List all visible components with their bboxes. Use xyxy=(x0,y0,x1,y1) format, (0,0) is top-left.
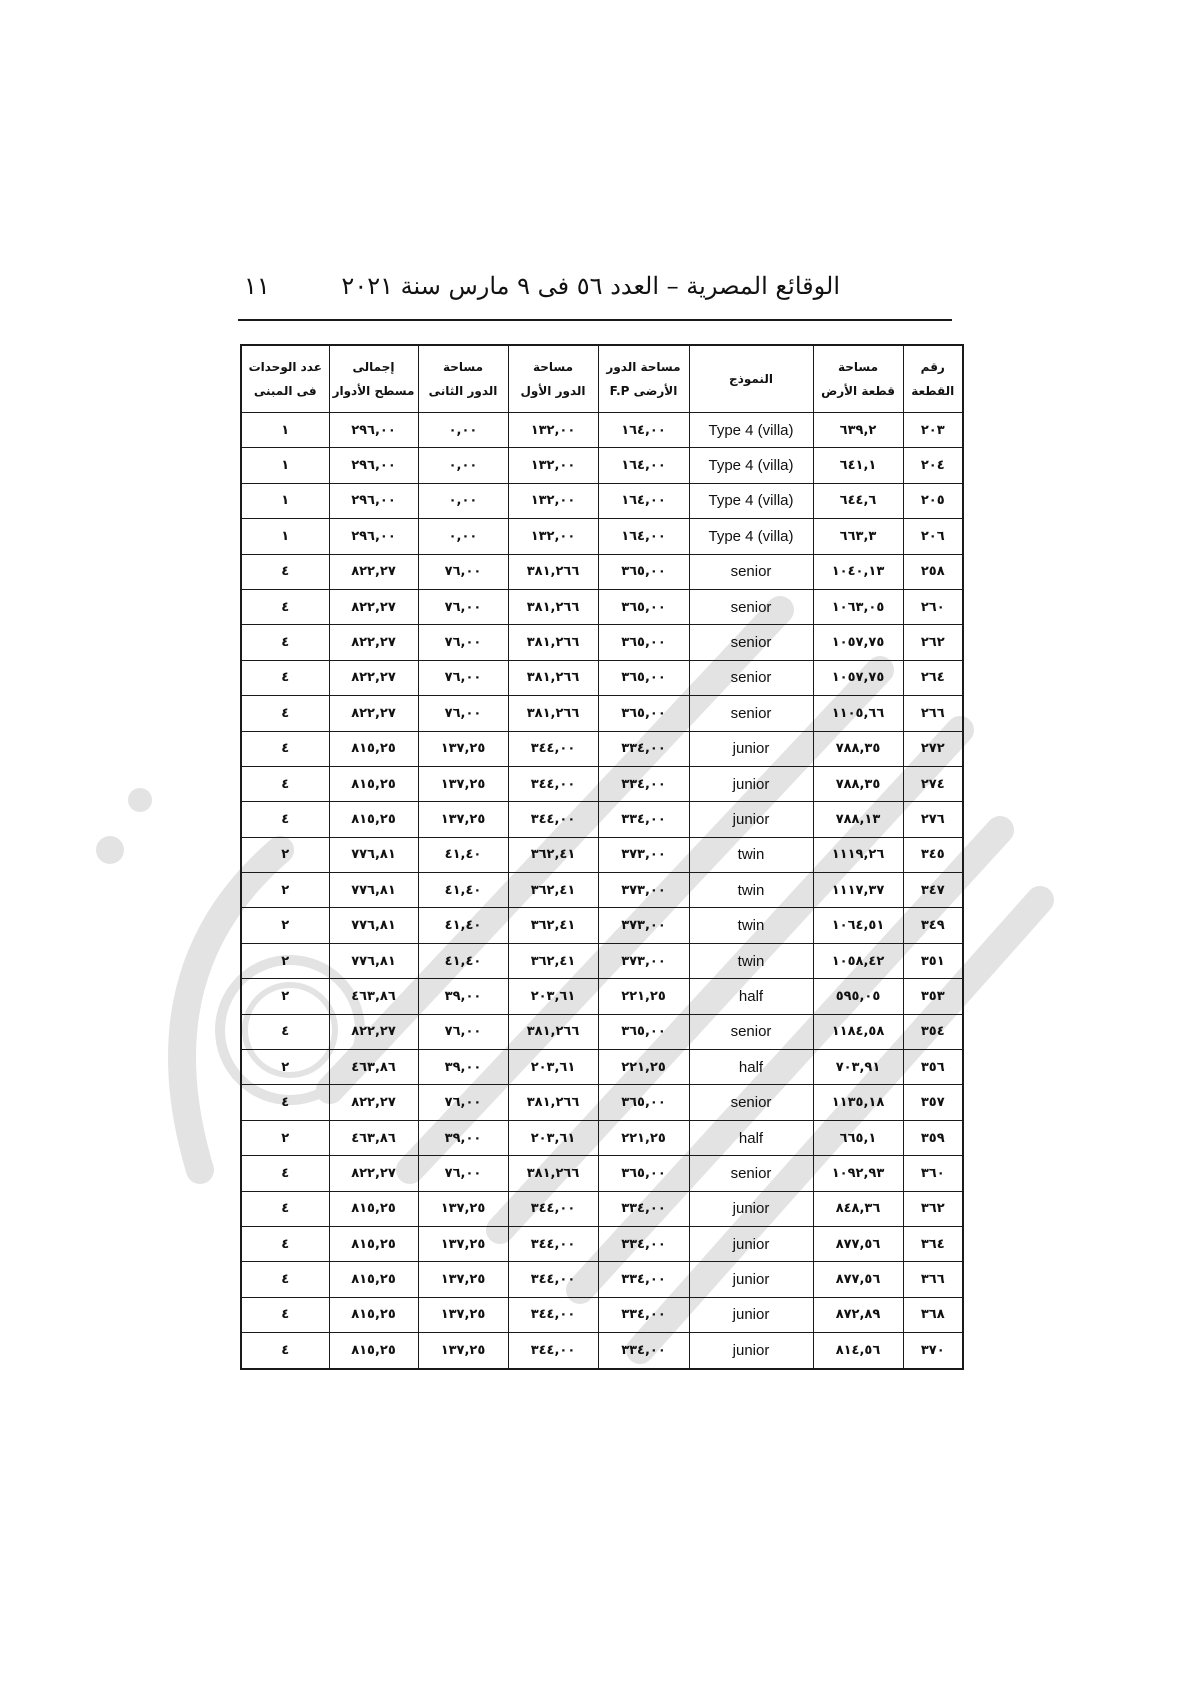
table-cell: ١٣٢,٠٠ xyxy=(508,448,598,483)
column-header xyxy=(598,345,689,413)
table-row xyxy=(241,979,963,1014)
table-cell: twin xyxy=(689,908,813,943)
table-cell: ١٣٢,٠٠ xyxy=(508,483,598,518)
table-cell: ٨١٥,٢٥ xyxy=(329,766,418,801)
table-cell: ٦٦٥,١ xyxy=(813,1120,903,1155)
table-cell: ٨٢٢,٢٧ xyxy=(329,1085,418,1120)
table-cell: ٣٣٤,٠٠ xyxy=(598,802,689,837)
table-cell: ٣٨١,٢٦٦ xyxy=(508,660,598,695)
table-cell: junior xyxy=(689,766,813,801)
table-cell: ٤١,٤٠ xyxy=(418,943,508,978)
plots-table xyxy=(240,344,964,1370)
table-cell: ١١١٩,٢٦ xyxy=(813,837,903,872)
table-cell: ٤ xyxy=(241,1156,329,1191)
table-cell: ٨٧٧,٥٦ xyxy=(813,1226,903,1261)
table-cell: twin xyxy=(689,943,813,978)
table-row xyxy=(241,1156,963,1191)
column-header-label: النموذج xyxy=(729,372,773,386)
table-cell: ٠,٠٠ xyxy=(418,483,508,518)
table-cell: ٧٧٦,٨١ xyxy=(329,837,418,872)
table-cell: ٤ xyxy=(241,660,329,695)
table-cell: ٤ xyxy=(241,802,329,837)
table-cell: ٣٨١,٢٦٦ xyxy=(508,554,598,589)
table-cell: ٧٧٦,٨١ xyxy=(329,943,418,978)
table-cell: ٢ xyxy=(241,908,329,943)
column-header-label: مساحة الدور xyxy=(606,360,681,374)
table-cell: ٨٢٢,٢٧ xyxy=(329,660,418,695)
table-row xyxy=(241,837,963,872)
table-cell: ١٣٧,٢٥ xyxy=(418,731,508,766)
table-cell: ٧٦,٠٠ xyxy=(418,589,508,624)
table-cell: ٣٥٣ xyxy=(903,979,963,1014)
table-cell: ٢٧٢ xyxy=(903,731,963,766)
table-cell: ٣٩,٠٠ xyxy=(418,979,508,1014)
table-cell: ٤٦٣,٨٦ xyxy=(329,1120,418,1155)
table-cell: ٣٣٤,٠٠ xyxy=(598,1262,689,1297)
table-cell: ٣٤٥ xyxy=(903,837,963,872)
table-cell: junior xyxy=(689,802,813,837)
table-cell: ٣٣٤,٠٠ xyxy=(598,731,689,766)
table-cell: ٣٤٤,٠٠ xyxy=(508,1297,598,1332)
table-cell: ٣٤٤,٠٠ xyxy=(508,1262,598,1297)
table-cell: ٣٣٤,٠٠ xyxy=(598,1333,689,1369)
table-body xyxy=(241,413,963,1369)
table-cell: ٧٦,٠٠ xyxy=(418,625,508,660)
table-cell: ٤ xyxy=(241,1191,329,1226)
table-cell: ٢٠٣ xyxy=(903,413,963,448)
column-header-label: عدد الوحدات xyxy=(248,360,322,374)
table-cell: ٤ xyxy=(241,625,329,660)
table-cell: ٣٣٤,٠٠ xyxy=(598,1191,689,1226)
table-cell: ٢ xyxy=(241,943,329,978)
table-cell: ٣٩,٠٠ xyxy=(418,1120,508,1155)
table-cell: ٨١٥,٢٥ xyxy=(329,1191,418,1226)
table-cell: ٨١٥,٢٥ xyxy=(329,1226,418,1261)
table-cell: ٣٨١,٢٦٦ xyxy=(508,696,598,731)
table-cell: ٢٩٦,٠٠ xyxy=(329,519,418,554)
table-cell: ١٣٧,٢٥ xyxy=(418,1191,508,1226)
table-cell: ١١١٧,٣٧ xyxy=(813,873,903,908)
table-cell: ٢٠٥ xyxy=(903,483,963,518)
table-cell: ٨٧٧,٥٦ xyxy=(813,1262,903,1297)
table-row xyxy=(241,1297,963,1332)
table-cell: ٢ xyxy=(241,873,329,908)
column-header-label: مساحة xyxy=(532,360,574,374)
table-row xyxy=(241,943,963,978)
table-row xyxy=(241,1333,963,1369)
table-cell: ١٣٧,٢٥ xyxy=(418,1297,508,1332)
column-header-label: مساحة xyxy=(837,360,879,374)
column-header-label: الدور الأول xyxy=(520,384,586,398)
table-cell: ٣٤٤,٠٠ xyxy=(508,1191,598,1226)
table-cell: ٣٦٥,٠٠ xyxy=(598,1014,689,1049)
table-cell: ٤ xyxy=(241,589,329,624)
table-cell: senior xyxy=(689,554,813,589)
table-cell: ٢٠٦ xyxy=(903,519,963,554)
table-cell: junior xyxy=(689,731,813,766)
column-header-label: مسطح الأدوار xyxy=(332,384,415,398)
header-row xyxy=(241,345,963,413)
table-cell: ١٦٤,٠٠ xyxy=(598,483,689,518)
table-cell: ٨١٥,٢٥ xyxy=(329,802,418,837)
table-cell: ٨١٥,٢٥ xyxy=(329,731,418,766)
table-cell: ٣٦٢,٤١ xyxy=(508,908,598,943)
table-cell: ٦٤١,١ xyxy=(813,448,903,483)
table-cell: ٤ xyxy=(241,1262,329,1297)
table-cell: senior xyxy=(689,625,813,660)
table-cell: ٢٠٣,٦١ xyxy=(508,979,598,1014)
table-row xyxy=(241,1085,963,1120)
table-cell: ٤٦٣,٨٦ xyxy=(329,979,418,1014)
table-cell: ٢٧٤ xyxy=(903,766,963,801)
table-cell: ١٠٩٢,٩٣ xyxy=(813,1156,903,1191)
table-cell: ٢٧٦ xyxy=(903,802,963,837)
table-cell: ٤ xyxy=(241,1297,329,1332)
table-cell: ٢٦٤ xyxy=(903,660,963,695)
table-cell: ٧٨٨,٣٥ xyxy=(813,766,903,801)
table-cell: ٢٥٨ xyxy=(903,554,963,589)
table-cell: ٣٦٨ xyxy=(903,1297,963,1332)
table-cell: ٤ xyxy=(241,1226,329,1261)
table-cell: ٣٤٩ xyxy=(903,908,963,943)
table-cell: ١٠٥٨,٤٢ xyxy=(813,943,903,978)
table-cell: ٨٢٢,٢٧ xyxy=(329,696,418,731)
table-cell: ٣٦٥,٠٠ xyxy=(598,1156,689,1191)
page-header xyxy=(238,270,952,312)
table-cell: ٣٨١,٢٦٦ xyxy=(508,1085,598,1120)
table-cell: Type 4 (villa) xyxy=(689,448,813,483)
table-cell: ٣٦٢ xyxy=(903,1191,963,1226)
table-cell: ٧٨٨,٣٥ xyxy=(813,731,903,766)
table-cell: junior xyxy=(689,1297,813,1332)
table-cell: ١٠٥٧,٧٥ xyxy=(813,660,903,695)
table-cell: ٢٠٤ xyxy=(903,448,963,483)
table-cell: ٧٧٦,٨١ xyxy=(329,908,418,943)
table-cell: ٧٦,٠٠ xyxy=(418,1156,508,1191)
table-cell: junior xyxy=(689,1333,813,1369)
table-cell: ٠,٠٠ xyxy=(418,448,508,483)
table-row xyxy=(241,873,963,908)
column-header-label: القطعة xyxy=(911,384,955,398)
table-cell: ١٣٧,٢٥ xyxy=(418,1333,508,1369)
column-header-label: قطعة الأرض xyxy=(821,384,895,398)
table-cell: ٦٤٤,٦ xyxy=(813,483,903,518)
table-cell: junior xyxy=(689,1262,813,1297)
table-cell: ٧٧٦,٨١ xyxy=(329,873,418,908)
column-header xyxy=(689,345,813,413)
table-row xyxy=(241,1191,963,1226)
table-cell: ٣٩,٠٠ xyxy=(418,1050,508,1085)
table-cell: ١١٣٥,١٨ xyxy=(813,1085,903,1120)
table-cell: senior xyxy=(689,1085,813,1120)
table-row xyxy=(241,554,963,589)
table-cell: ٤١,٤٠ xyxy=(418,873,508,908)
table-cell: ١٦٤,٠٠ xyxy=(598,448,689,483)
table-cell: ٣٧٣,٠٠ xyxy=(598,943,689,978)
column-header xyxy=(508,345,598,413)
table-row xyxy=(241,802,963,837)
column-header xyxy=(813,345,903,413)
table-row xyxy=(241,766,963,801)
table-row xyxy=(241,908,963,943)
table-cell: ٧٨٨,١٣ xyxy=(813,802,903,837)
table-cell: ٣٦٢,٤١ xyxy=(508,837,598,872)
table-cell: ٢٢١,٢٥ xyxy=(598,1120,689,1155)
table-cell: ١٠٤٠,١٣ xyxy=(813,554,903,589)
table-cell: ٣٣٤,٠٠ xyxy=(598,1226,689,1261)
table-cell: ٢ xyxy=(241,837,329,872)
table-row xyxy=(241,1120,963,1155)
table-cell: ٢٦٠ xyxy=(903,589,963,624)
table-cell: ٣٦٥,٠٠ xyxy=(598,554,689,589)
table-cell: ٣٦٦ xyxy=(903,1262,963,1297)
column-header xyxy=(903,345,963,413)
table-row xyxy=(241,1226,963,1261)
table-cell: ٣٦٢,٤١ xyxy=(508,943,598,978)
table-cell: ٢٢١,٢٥ xyxy=(598,1050,689,1085)
table-cell: ٣٨١,٢٦٦ xyxy=(508,1156,598,1191)
table-cell: ٣٥١ xyxy=(903,943,963,978)
table-cell: ٣٦٢,٤١ xyxy=(508,873,598,908)
column-header xyxy=(418,345,508,413)
table-cell: ٣٥٤ xyxy=(903,1014,963,1049)
table-header xyxy=(241,345,963,413)
table-row xyxy=(241,625,963,660)
table-row xyxy=(241,589,963,624)
table-cell: ٢٦٢ xyxy=(903,625,963,660)
table-cell: junior xyxy=(689,1226,813,1261)
table-cell: ٤١,٤٠ xyxy=(418,908,508,943)
table-cell: ٤١,٤٠ xyxy=(418,837,508,872)
table-cell: ٨١٥,٢٥ xyxy=(329,1333,418,1369)
table-row xyxy=(241,519,963,554)
table-cell: ١٣٧,٢٥ xyxy=(418,802,508,837)
table-cell: ١٣٢,٠٠ xyxy=(508,413,598,448)
table-cell: ٣٤٤,٠٠ xyxy=(508,802,598,837)
table-cell: ١٠٦٤,٥١ xyxy=(813,908,903,943)
table-cell: ٥٩٥,٠٥ xyxy=(813,979,903,1014)
table-cell: ٨٤٨,٣٦ xyxy=(813,1191,903,1226)
table-cell: junior xyxy=(689,1191,813,1226)
table-cell: senior xyxy=(689,660,813,695)
table-cell: ٨١٥,٢٥ xyxy=(329,1297,418,1332)
table-cell: ٢٦٦ xyxy=(903,696,963,731)
table-cell: ٣٤٤,٠٠ xyxy=(508,766,598,801)
table-cell: ٨٢٢,٢٧ xyxy=(329,1014,418,1049)
table-cell: ٧٦,٠٠ xyxy=(418,1014,508,1049)
table-cell: ١٦٤,٠٠ xyxy=(598,519,689,554)
table-cell: ٧٠٣,٩١ xyxy=(813,1050,903,1085)
column-header xyxy=(329,345,418,413)
table-cell: ١ xyxy=(241,413,329,448)
table-cell: ٣٥٦ xyxy=(903,1050,963,1085)
table-cell: ٢ xyxy=(241,1120,329,1155)
table-cell: ٣٤٤,٠٠ xyxy=(508,731,598,766)
table-cell: ٨٢٢,٢٧ xyxy=(329,589,418,624)
table-cell: ٤ xyxy=(241,766,329,801)
table-cell: ٣٧٣,٠٠ xyxy=(598,837,689,872)
table-cell: half xyxy=(689,979,813,1014)
table-cell: twin xyxy=(689,837,813,872)
table-cell: ٨٢٢,٢٧ xyxy=(329,1156,418,1191)
table-cell: senior xyxy=(689,1014,813,1049)
table-row xyxy=(241,448,963,483)
table-row xyxy=(241,413,963,448)
table-cell: ٨١٤,٥٦ xyxy=(813,1333,903,1369)
table-cell: ٨١٥,٢٥ xyxy=(329,1262,418,1297)
table-cell: ٨٢٢,٢٧ xyxy=(329,554,418,589)
table-cell: ٤ xyxy=(241,731,329,766)
table-cell: ١ xyxy=(241,483,329,518)
table-cell: ٨٧٢,٨٩ xyxy=(813,1297,903,1332)
column-header-label: مساحة xyxy=(442,360,484,374)
column-header-label: فى المبنى xyxy=(253,384,317,398)
table-cell: ٧٦,٠٠ xyxy=(418,554,508,589)
table-cell: ٣٦٥,٠٠ xyxy=(598,625,689,660)
table-cell: ٢٠٣,٦١ xyxy=(508,1050,598,1085)
table-cell: ٢ xyxy=(241,979,329,1014)
table-cell: ٤ xyxy=(241,1014,329,1049)
table-cell: ٢٢١,٢٥ xyxy=(598,979,689,1014)
table-cell: ١٠٥٧,٧٥ xyxy=(813,625,903,660)
table-cell: ١ xyxy=(241,448,329,483)
table-cell: ٦٣٩,٢ xyxy=(813,413,903,448)
table-cell: ١٣٧,٢٥ xyxy=(418,766,508,801)
table-cell: senior xyxy=(689,696,813,731)
table-row xyxy=(241,660,963,695)
table-cell: ٠,٠٠ xyxy=(418,413,508,448)
table-cell: half xyxy=(689,1050,813,1085)
table-cell: ٣٦٥,٠٠ xyxy=(598,660,689,695)
table-cell: ١١٠٥,٦٦ xyxy=(813,696,903,731)
table-cell: ١١٨٤,٥٨ xyxy=(813,1014,903,1049)
table-cell: ٣٤٧ xyxy=(903,873,963,908)
table-cell: twin xyxy=(689,873,813,908)
table-cell: Type 4 (villa) xyxy=(689,413,813,448)
table-cell: ٣٦٥,٠٠ xyxy=(598,1085,689,1120)
column-header-label: رقم xyxy=(920,360,945,374)
table-cell: ٣٦٠ xyxy=(903,1156,963,1191)
column-header xyxy=(241,345,329,413)
table-cell: senior xyxy=(689,1156,813,1191)
table-row xyxy=(241,1050,963,1085)
table-cell: half xyxy=(689,1120,813,1155)
table-cell: ٨٢٢,٢٧ xyxy=(329,625,418,660)
table-cell: ٣٨١,٢٦٦ xyxy=(508,1014,598,1049)
table-cell: ١٣٢,٠٠ xyxy=(508,519,598,554)
table-cell: ٣٥٧ xyxy=(903,1085,963,1120)
table-cell: ٠,٠٠ xyxy=(418,519,508,554)
page-title: الوقائع المصرية – العدد ٥٦ فى ٩ مارس سنة ٢٠٢١ xyxy=(341,272,840,300)
table-cell: ٣٣٤,٠٠ xyxy=(598,766,689,801)
page-number: ١١ xyxy=(244,272,270,300)
table-cell: ١٠٦٣,٠٥ xyxy=(813,589,903,624)
table-cell: ٤٦٣,٨٦ xyxy=(329,1050,418,1085)
table-cell: ٣٧٣,٠٠ xyxy=(598,908,689,943)
column-header-label: الدور الثانى xyxy=(428,384,498,398)
table-cell: ٤ xyxy=(241,696,329,731)
header-divider xyxy=(238,319,952,321)
table-row xyxy=(241,696,963,731)
column-header-label: الأرضى F.P xyxy=(609,384,678,398)
table-cell: Type 4 (villa) xyxy=(689,483,813,518)
table-cell: ٤ xyxy=(241,1333,329,1369)
table-cell: ٣٧٠ xyxy=(903,1333,963,1369)
table-cell: Type 4 (villa) xyxy=(689,519,813,554)
table-cell: ٣٧٣,٠٠ xyxy=(598,873,689,908)
table-row xyxy=(241,731,963,766)
table-cell: ٣٥٩ xyxy=(903,1120,963,1155)
table-cell: ٢٩٦,٠٠ xyxy=(329,413,418,448)
table-cell: ٣٦٤ xyxy=(903,1226,963,1261)
table-cell: ٧٦,٠٠ xyxy=(418,660,508,695)
table-row xyxy=(241,1014,963,1049)
table-row xyxy=(241,1262,963,1297)
table-cell: ٦٦٣,٣ xyxy=(813,519,903,554)
table-cell: ٣٣٤,٠٠ xyxy=(598,1297,689,1332)
table-cell: ١٣٧,٢٥ xyxy=(418,1262,508,1297)
table-cell: ١٦٤,٠٠ xyxy=(598,413,689,448)
table-cell: ٢٠٣,٦١ xyxy=(508,1120,598,1155)
table-cell: ٢٩٦,٠٠ xyxy=(329,483,418,518)
table-row xyxy=(241,483,963,518)
table-cell: ٣٨١,٢٦٦ xyxy=(508,589,598,624)
table-cell: ٣٤٤,٠٠ xyxy=(508,1226,598,1261)
table-cell: ٢ xyxy=(241,1050,329,1085)
table-cell: ١ xyxy=(241,519,329,554)
table-cell: ٧٦,٠٠ xyxy=(418,696,508,731)
table-cell: ١٣٧,٢٥ xyxy=(418,1226,508,1261)
table-cell: ٢٩٦,٠٠ xyxy=(329,448,418,483)
table-cell: ٣٦٥,٠٠ xyxy=(598,589,689,624)
table-cell: ٤ xyxy=(241,554,329,589)
table-cell: senior xyxy=(689,589,813,624)
table-cell: ٤ xyxy=(241,1085,329,1120)
table-cell: ٧٦,٠٠ xyxy=(418,1085,508,1120)
table-cell: ٣٤٤,٠٠ xyxy=(508,1333,598,1369)
table-cell: ٣٦٥,٠٠ xyxy=(598,696,689,731)
column-header-label: إجمالى xyxy=(352,360,395,374)
table-cell: ٣٨١,٢٦٦ xyxy=(508,625,598,660)
